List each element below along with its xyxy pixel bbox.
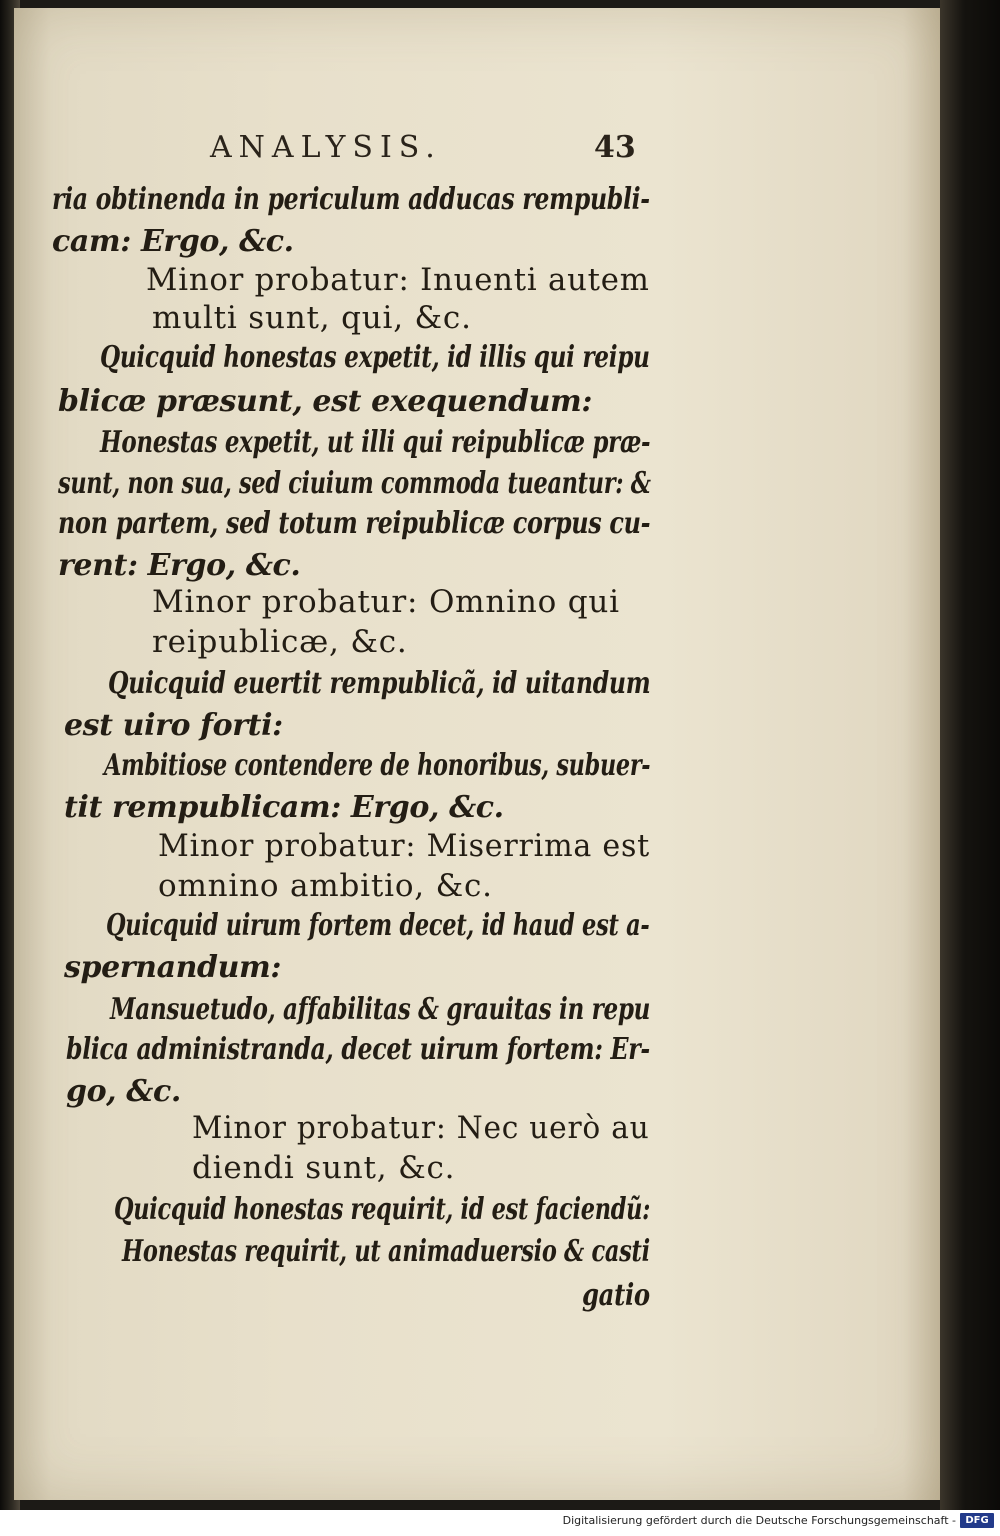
text-line: blicæ præsunt, est exequendum: bbox=[58, 384, 593, 419]
text-line: blica administranda, decet uirum fortem: Er- bbox=[66, 1032, 650, 1067]
text-line: Honestas expetit, ut illi qui reipublicæ præ- bbox=[100, 425, 651, 460]
footer-credit: Digitalisierung gefördert durch die Deutsche Forschungsgemeinschaft - bbox=[562, 1514, 956, 1527]
text-line: Mansuetudo, affabilitas & grauitas in repu bbox=[110, 992, 651, 1027]
text-line: ria obtinenda in periculum adducas rempubli- bbox=[52, 182, 650, 217]
text-line: non partem, sed totum reipublicæ corpus cu- bbox=[58, 506, 651, 541]
text-line: est uiro forti: bbox=[64, 708, 283, 743]
text-line: Minor probatur: Nec uerò au bbox=[192, 1110, 650, 1146]
text-line: Honestas requirit, ut animaduersio & casti bbox=[122, 1234, 650, 1269]
text-line: diendi sunt, &c. bbox=[192, 1150, 456, 1186]
text-line: Quicquid honestas requirit, id est faciendũ: bbox=[114, 1192, 651, 1227]
running-head: ANALYSIS. bbox=[210, 130, 442, 165]
text-line: go, &c. bbox=[66, 1074, 181, 1109]
text-line: cam: Ergo, &c. bbox=[52, 224, 294, 259]
text-line: tit rempublicam: Ergo, &c. bbox=[64, 790, 504, 825]
text-line: gatio bbox=[582, 1278, 650, 1313]
text-line: spernandum: bbox=[64, 950, 282, 985]
text-line: Quicquid honestas expetit, id illis qui reipu bbox=[100, 340, 650, 375]
text-line: Ambitiose contendere de honoribus, subuer- bbox=[104, 748, 651, 783]
text-line: Quicquid euertit rempublicã, id uitandum bbox=[108, 666, 651, 701]
text-line: Minor probatur: Omnino qui bbox=[152, 584, 620, 620]
page-number: 43 bbox=[594, 130, 636, 165]
scan-edge bbox=[940, 0, 1000, 1510]
text-line: multi sunt, qui, &c. bbox=[152, 300, 472, 336]
text-line: Minor probatur: Inuenti autem bbox=[146, 262, 650, 298]
dfg-logo: DFG bbox=[960, 1513, 994, 1528]
text-line: Quicquid uirum fortem decet, id haud est a- bbox=[106, 908, 650, 943]
text-line: omnino ambitio, &c. bbox=[158, 868, 493, 904]
text-line: reipublicæ, &c. bbox=[152, 624, 408, 660]
text-line: Minor probatur: Miserrima est bbox=[158, 828, 651, 864]
text-line: sunt, non sua, sed ciuium commoda tueantur: & bbox=[58, 466, 651, 501]
text-line: rent: Ergo, &c. bbox=[58, 548, 301, 583]
